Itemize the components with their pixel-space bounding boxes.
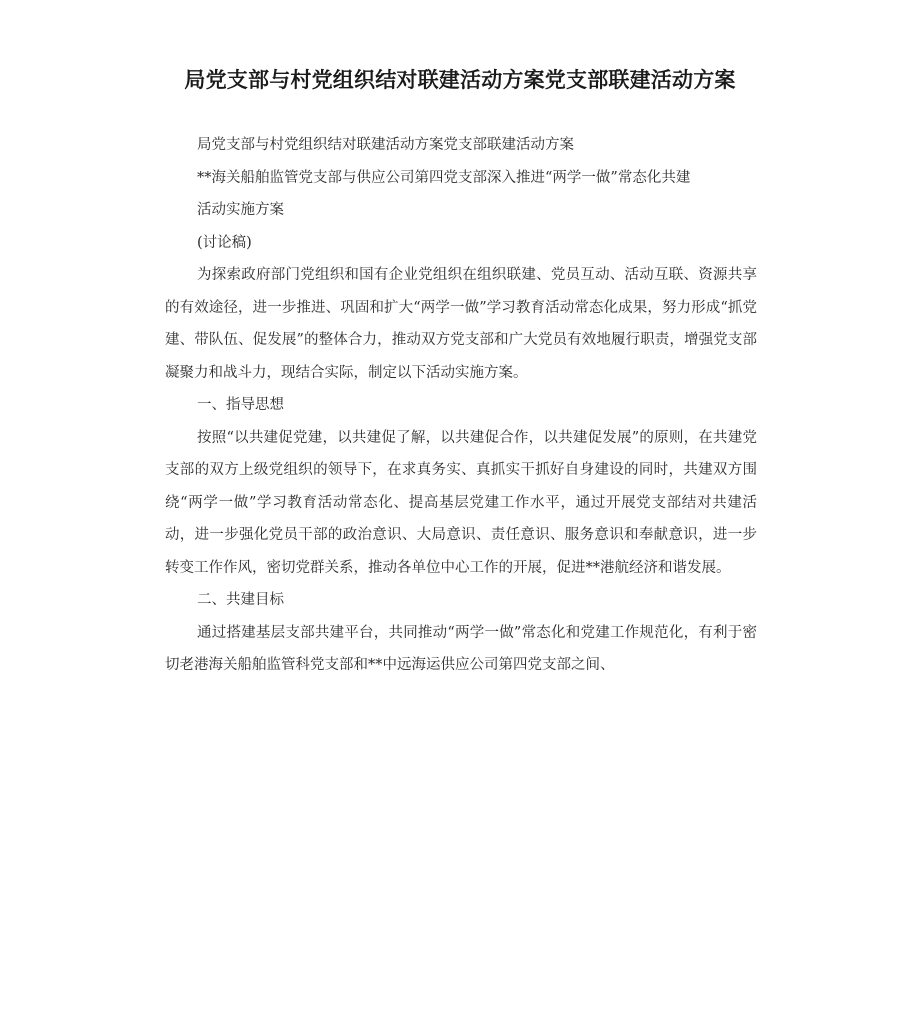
paragraph-subtitle: **海关船舶监管党支部与供应公司第四党支部深入推进“两学一做”常态化共建	[197, 169, 691, 186]
section-heading-guiding-thought: 一、指导思想	[197, 397, 284, 413]
paragraph-guiding-thought: 按照“以共建促党建，以共建促了解，以共建促合作，以共建促发展”的原则，在共建党支部的双方上级党组织的领导下，在求真务实、真抓实干抓好自身建设的同时，共建双方围绕“两学一做”学习教育活动常态化、提高基层党建工作水平，通过开展党支部结对共建活动，进一步强化党员干部的政治意识、大局意识、责任意识、服务意识和奉献意识，进一步转变工作作风，密切党群关系，推动各单位中心工作的开展，促进**港航经济和谐发展。	[165, 429, 757, 576]
document-title: 局党支部与村党组织结对联建活动方案党支部联建活动方案	[184, 68, 736, 92]
document-body	[165, 129, 757, 682]
paragraph-goals: 通过搭建基层支部共建平台，共同推动“两学一做”常态化和党建工作规范化，有利于密切老港海关船舶监管科党支部和**中远海运供应公司第四党支部之间、	[165, 624, 757, 673]
paragraph-draft-note: (讨论稿)	[197, 234, 252, 251]
paragraph-preamble: 为探索政府部门党组织和国有企业党组织在组织联建、党员互动、活动互联、资源共享的有效途径，进一步推进、巩固和扩大“两学一做”学习教育活动常态化成果，努力形成“抓党建、带队伍、促发展”的整体合力，推动双方党支部和广大党员有效地履行职责，增强党支部凝聚力和战斗力，现结合实际，制定以下活动实施方案。	[165, 267, 757, 381]
section-heading-goals: 二、共建目标	[197, 592, 284, 608]
paragraph-plan-name: 活动实施方案	[197, 202, 284, 218]
paragraph-intro-title: 局党支部与村党组织结对联建活动方案党支部联建活动方案	[197, 137, 574, 153]
